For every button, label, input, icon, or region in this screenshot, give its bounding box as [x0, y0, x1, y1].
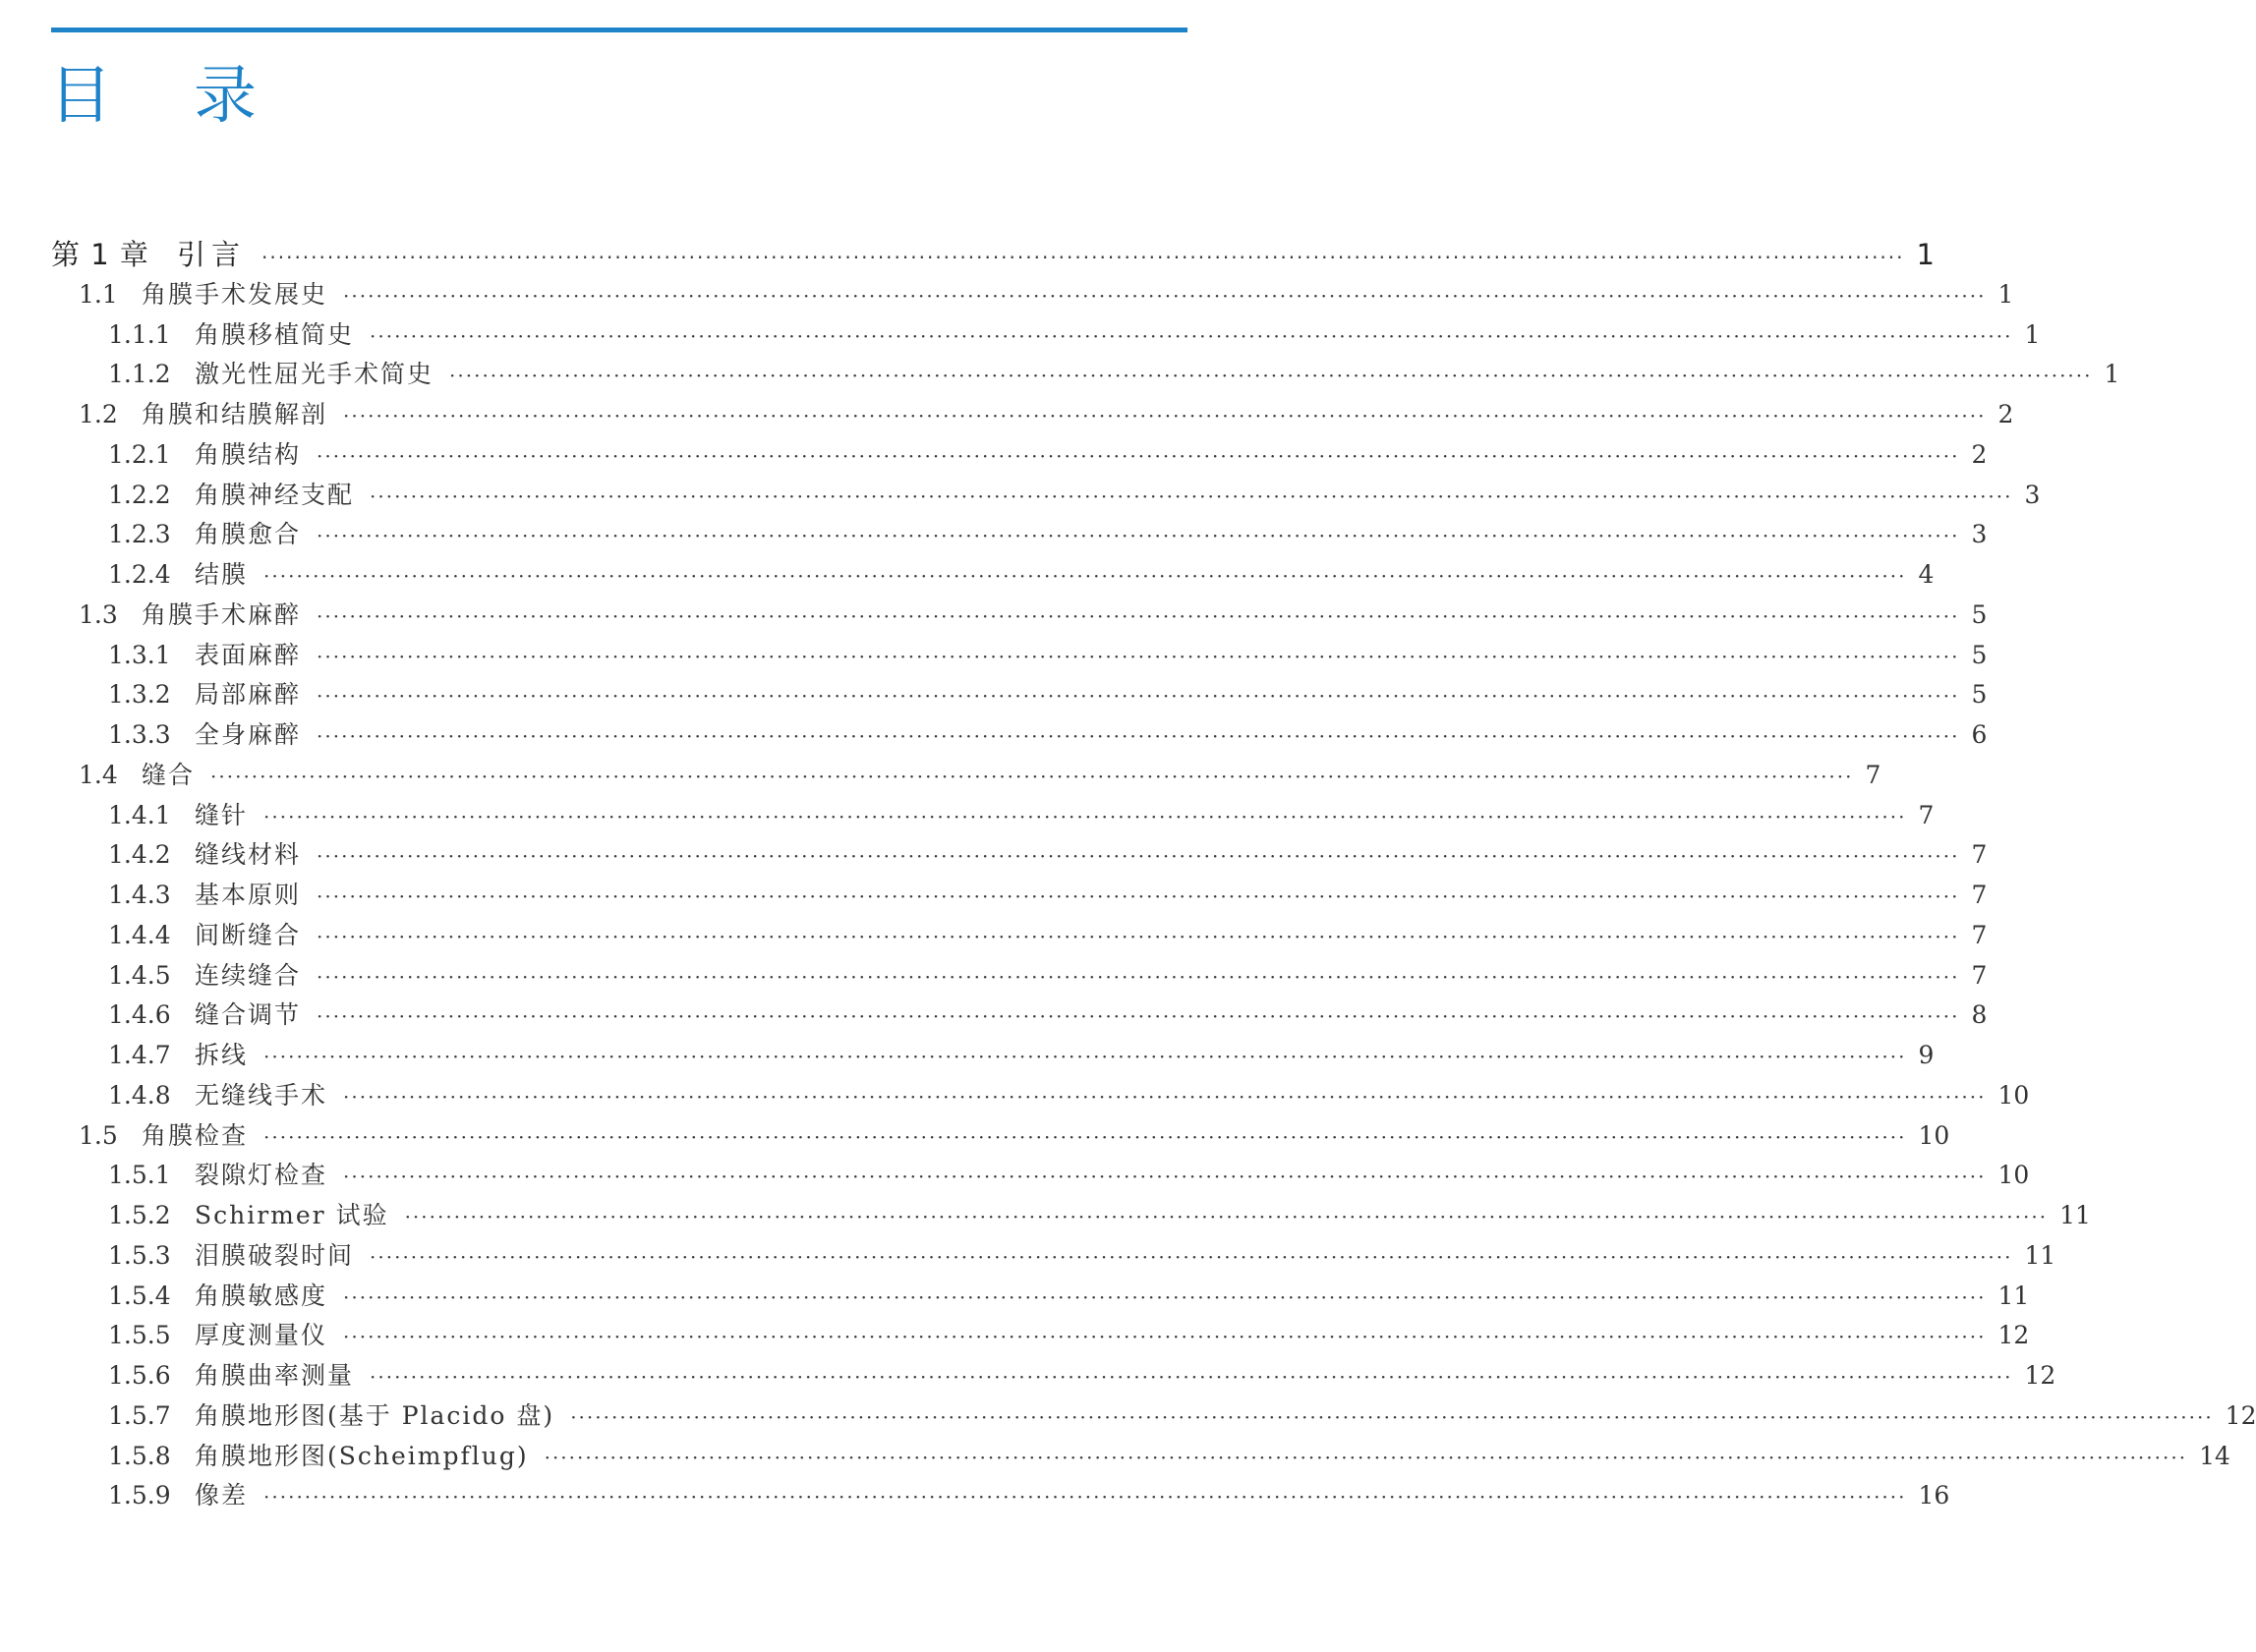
toc-entry-number: 1.2.2 — [108, 480, 171, 509]
toc-section-entry[interactable] — [79, 754, 1881, 797]
toc-entry-number: 1.2.4 — [108, 560, 171, 589]
toc-subsection-entry[interactable] — [108, 914, 1988, 957]
toc-dot-leader: ········································································································································································································ — [317, 644, 1960, 668]
toc-page-number: 10 — [1918, 1120, 1950, 1150]
toc-entry-title: 角膜敏感度 — [195, 1281, 328, 1310]
toc-entry-title: 缝线材料 — [195, 840, 302, 870]
toc-subsection-entry[interactable] — [108, 313, 2041, 357]
toc-page-number: 2 — [1971, 439, 1988, 469]
toc-page-number: 3 — [1971, 520, 1988, 549]
toc-dot-leader: ········································································································································································································ — [343, 1165, 1987, 1189]
toc-entry-number: 1.5.7 — [108, 1400, 171, 1430]
toc-page-number: 12 — [2225, 1400, 2256, 1430]
toc-subsection-entry[interactable] — [108, 713, 1988, 757]
toc-subsection-entry[interactable] — [108, 673, 1988, 716]
toc-entry-title: 角膜神经支配 — [195, 480, 355, 509]
toc-page-number: 1 — [2024, 319, 2041, 349]
toc-entry-title: Schirmer 试验 — [195, 1201, 389, 1229]
toc-entry-title: 角膜手术发展史 — [142, 279, 328, 309]
toc-dot-leader: ········································································································································································································ — [343, 1084, 1987, 1109]
toc-subsection-entry[interactable] — [108, 513, 1988, 556]
toc-chapter-entry[interactable] — [51, 233, 1935, 276]
toc-dot-leader: ········································································································································································································ — [263, 1045, 1907, 1068]
toc-entry-number: 1.3.2 — [108, 680, 171, 710]
toc-page-number: 7 — [1971, 960, 1988, 990]
toc-entry-title: 表面麻醉 — [195, 640, 302, 669]
toc-page-number: 5 — [1971, 599, 1988, 629]
toc-entry-number: 1.1 — [79, 279, 118, 309]
page-title — [49, 57, 258, 136]
toc-dot-leader: ········································································································································································································ — [317, 1004, 1960, 1029]
toc-entry-title: 无缝线手术 — [195, 1080, 328, 1110]
toc-page-number: 1 — [2104, 360, 2120, 389]
toc-entry-title: 全身麻醉 — [195, 720, 302, 749]
toc-dot-leader: ········································································································································································································ — [317, 443, 1960, 468]
toc-entry-title: 角膜移植简史 — [195, 319, 355, 349]
toc-dot-leader: ········································································································································································································ — [263, 564, 1907, 588]
toc-dot-leader: ········································································································································································································ — [317, 884, 1960, 908]
toc-dot-leader: ········································································································································································································ — [343, 1284, 1987, 1309]
toc-entry-title: 间断缝合 — [195, 920, 302, 949]
toc-entry-number: 1.2.3 — [108, 520, 171, 549]
toc-entry-title: 缝针 — [195, 800, 249, 829]
toc-dot-leader: ········································································································································································································ — [317, 924, 1960, 948]
toc-subsection-entry[interactable] — [108, 433, 1988, 477]
toc-section-entry[interactable] — [79, 393, 2014, 436]
toc-entry-number: 1.5.1 — [108, 1161, 171, 1190]
toc-subsection-entry[interactable] — [108, 1474, 1950, 1517]
toc-page-number: 2 — [1997, 400, 2014, 428]
toc-entry-title: 裂隙灯检查 — [195, 1161, 328, 1190]
toc-dot-leader: ········································································································································································································ — [343, 283, 1987, 308]
toc-entry-number: 1.3 — [79, 599, 118, 629]
toc-dot-leader: ········································································································································································································ — [570, 1404, 2214, 1429]
toc-entry-number: 1.4.1 — [108, 800, 171, 829]
toc-entry-title: 拆线 — [195, 1041, 249, 1069]
toc-dot-leader: ········································································································································································································ — [210, 764, 1854, 788]
toc-dot-leader: ········································································································································································································ — [263, 1485, 1907, 1510]
toc-entry-title: 激光性屈光手术简史 — [195, 360, 434, 389]
toc-entry-title: 角膜地形图(基于 Placido 盘) — [195, 1400, 555, 1430]
toc-entry-number: 1.1.1 — [108, 319, 171, 349]
toc-page-number: 10 — [1997, 1161, 2030, 1190]
toc-section-entry[interactable] — [79, 1114, 1950, 1158]
toc-entry-title: 角膜结构 — [195, 439, 302, 469]
toc-entry-number: 1.4.7 — [108, 1041, 171, 1069]
toc-entry-number: 1.5.9 — [108, 1481, 171, 1510]
toc-subsection-entry[interactable] — [108, 1034, 1935, 1077]
toc-subsection-entry[interactable] — [108, 1275, 2030, 1318]
toc-entry-title: 连续缝合 — [195, 960, 302, 990]
toc-entry-number: 1.1.2 — [108, 360, 171, 389]
toc-dot-leader: ········································································································································································································ — [370, 323, 2013, 348]
toc-page-number: 9 — [1918, 1041, 1935, 1069]
toc-entry-title: 角膜愈合 — [195, 520, 302, 549]
toc-entry-number: 1.4.8 — [108, 1080, 171, 1110]
toc-dot-leader: ········································································································································································································ — [263, 1124, 1907, 1149]
toc-entry-number: 1.4.2 — [108, 840, 171, 870]
toc-entry-number: 第 1 章 — [51, 238, 149, 271]
toc-entry-number: 1.4 — [79, 760, 118, 789]
toc-page-number: 5 — [1971, 640, 1988, 669]
toc-entry-title: 角膜和结膜解剖 — [142, 400, 328, 428]
toc-entry-number: 1.5.6 — [108, 1361, 171, 1390]
toc-dot-leader: ········································································································································································································ — [317, 964, 1960, 989]
toc-entry-number: 1.5.3 — [108, 1240, 171, 1270]
toc-page-number: 11 — [2059, 1201, 2091, 1229]
toc-entry-title: 角膜手术麻醉 — [142, 599, 302, 629]
toc-page-number: 1 — [1916, 238, 1935, 271]
title-char-2: 录 — [194, 60, 258, 133]
toc-dot-leader: ········································································································································································································ — [343, 404, 1987, 427]
toc-dot-leader: ········································································································································································································ — [544, 1445, 2188, 1469]
toc-entry-number: 1.5.8 — [108, 1441, 171, 1470]
toc-entry-number: 1.5 — [79, 1120, 118, 1150]
toc-dot-leader: ········································································································································································································ — [317, 684, 1960, 709]
toc-subsection-entry[interactable] — [108, 353, 2120, 396]
toc-subsection-entry[interactable] — [108, 1194, 2091, 1237]
toc-entry-number: 1.3.3 — [108, 720, 171, 749]
toc-page-number: 7 — [1865, 760, 1881, 789]
toc-dot-leader: ········································································································································································································ — [404, 1205, 2049, 1228]
toc-dot-leader: ········································································································································································································ — [317, 724, 1960, 748]
toc-entry-title: 厚度测量仪 — [195, 1321, 328, 1350]
toc-subsection-entry[interactable] — [108, 1074, 2030, 1117]
toc-entry-number: 1.3.1 — [108, 640, 171, 669]
toc-entry-number: 1.5.4 — [108, 1281, 171, 1310]
toc-subsection-entry[interactable] — [108, 874, 1988, 917]
toc-page-number: 10 — [1997, 1080, 2030, 1110]
toc-entry-number: 1.2 — [79, 400, 118, 428]
toc-entry-number: 1.4.3 — [108, 881, 171, 909]
toc-subsection-entry[interactable] — [108, 1395, 2256, 1438]
toc-entry-title: 缝合 — [142, 760, 196, 789]
toc-entry-number: 1.4.5 — [108, 960, 171, 990]
toc-subsection-entry[interactable] — [108, 634, 1988, 677]
toc-page-number: 6 — [1971, 720, 1988, 749]
toc-page-number: 3 — [2024, 480, 2041, 509]
toc-page-number: 1 — [1997, 279, 2014, 309]
toc-page-number: 7 — [1918, 800, 1935, 829]
toc-dot-leader: ········································································································································································································ — [370, 1244, 2013, 1269]
toc-entry-number: 1.4.6 — [108, 1000, 171, 1030]
toc-entry-number: 1.2.1 — [108, 439, 171, 469]
toc-subsection-entry[interactable] — [108, 1435, 2230, 1478]
top-rule — [51, 28, 1187, 32]
toc-page-number: 11 — [1997, 1281, 2030, 1310]
toc-subsection-entry[interactable] — [108, 954, 1988, 997]
toc-page-number: 7 — [1971, 881, 1988, 909]
toc-page-number: 7 — [1971, 920, 1988, 949]
toc-subsection-entry[interactable] — [108, 994, 1988, 1037]
toc-page-number: 12 — [1997, 1321, 2030, 1350]
toc-entry-title: 角膜检查 — [142, 1120, 249, 1150]
toc-entry-title: 缝合调节 — [195, 1000, 302, 1030]
toc-dot-leader: ········································································································································································································ — [261, 246, 1905, 269]
toc-section-entry[interactable] — [79, 594, 1988, 637]
toc-entry-title: 基本原则 — [195, 881, 302, 909]
toc-entry-title: 像差 — [195, 1481, 249, 1510]
toc-section-entry[interactable] — [79, 273, 2014, 316]
toc-page-number: 12 — [2024, 1361, 2056, 1390]
toc-dot-leader: ········································································································································································································ — [263, 804, 1907, 828]
toc-subsection-entry[interactable] — [108, 553, 1935, 597]
toc-page-number: 4 — [1918, 560, 1935, 589]
toc-page-number: 5 — [1971, 680, 1988, 710]
toc-subsection-entry[interactable] — [108, 474, 2041, 517]
toc-entry-title: 引言 — [177, 238, 247, 271]
title-char-1: 目 — [49, 60, 113, 133]
toc-page-number: 14 — [2199, 1441, 2230, 1470]
toc-entry-title: 角膜地形图(Scheimpflug) — [195, 1441, 529, 1470]
toc-subsection-entry[interactable] — [108, 1354, 2056, 1397]
toc-page-number: 11 — [2024, 1240, 2056, 1270]
toc-subsection-entry[interactable] — [108, 1314, 2030, 1357]
toc-dot-leader: ········································································································································································································ — [317, 524, 1960, 548]
toc-entry-title: 角膜曲率测量 — [195, 1361, 355, 1390]
toc-dot-leader: ········································································································································································································ — [343, 1325, 1987, 1349]
toc-page-number: 7 — [1971, 840, 1988, 870]
toc-dot-leader: ········································································································································································································ — [370, 484, 2013, 508]
toc-page-number: 8 — [1971, 1000, 1988, 1030]
toc-dot-leader: ········································································································································································································ — [370, 1365, 2013, 1389]
toc-entry-number: 1.4.4 — [108, 920, 171, 949]
toc-subsection-entry[interactable] — [108, 1154, 2030, 1197]
toc-entry-title: 泪膜破裂时间 — [195, 1240, 355, 1270]
toc-dot-leader: ········································································································································································································ — [317, 603, 1960, 628]
toc-entry-number: 1.5.5 — [108, 1321, 171, 1350]
toc-dot-leader: ········································································································································································································ — [449, 364, 2093, 388]
toc-entry-title: 结膜 — [195, 560, 249, 589]
toc-entry-title: 局部麻醉 — [195, 680, 302, 710]
toc-dot-leader: ········································································································································································································ — [317, 844, 1960, 869]
toc-page-number: 16 — [1918, 1481, 1950, 1510]
toc-entry-number: 1.5.2 — [108, 1201, 171, 1229]
toc-subsection-entry[interactable] — [108, 833, 1988, 877]
toc-subsection-entry[interactable] — [108, 1234, 2056, 1278]
toc-subsection-entry[interactable] — [108, 794, 1935, 837]
